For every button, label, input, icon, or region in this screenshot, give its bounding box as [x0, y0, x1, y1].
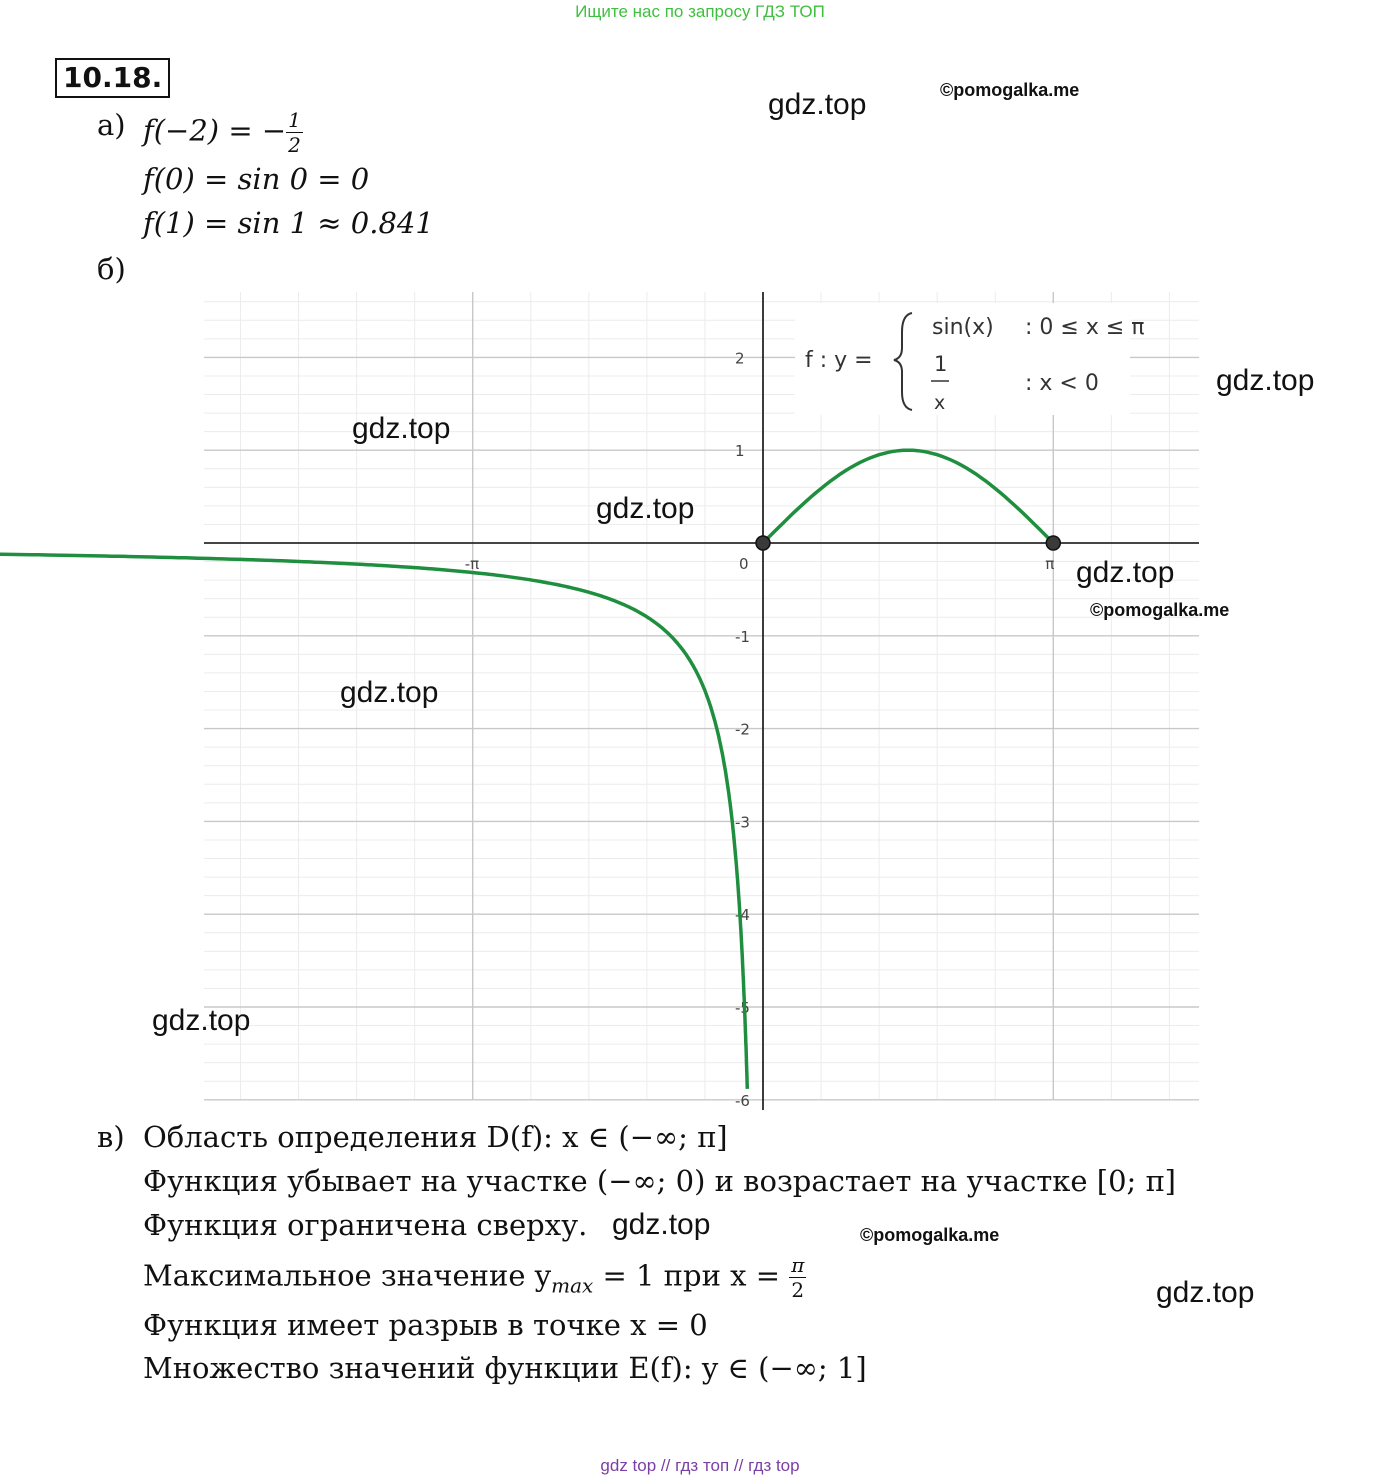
y-tick-label: -2 [735, 720, 750, 739]
piecewise-legend [795, 303, 1145, 415]
fraction-numerator: π [791, 1253, 805, 1277]
watermark: gdz.top [612, 1208, 711, 1241]
watermark: gdz.top [1216, 364, 1315, 397]
copyright-label: ©pomogalka.me [860, 1225, 1000, 1245]
part-a-label: а) [97, 108, 126, 142]
part-a-line3: f(1) = sin 1 ≈ 0.841 [143, 206, 434, 240]
watermark: gdz.top [340, 676, 439, 709]
part-c-line6: Множество значений функции E(f): y ∈ (−∞; 1] [143, 1351, 867, 1385]
part-c-line4-sub: max [551, 1273, 594, 1298]
part-c-line4-text: Максимальное значение y [143, 1258, 552, 1293]
copyright-label: ©pomogalka.me [940, 80, 1080, 100]
fraction-pi-over-2 [789, 1253, 806, 1302]
watermark: gdz.top [152, 1004, 251, 1037]
part-c-line1: Область определения D(f): x ∈ (−∞; π] [143, 1120, 728, 1154]
part-c-line5: Функция имеет разрыв в точке x = 0 [143, 1308, 708, 1342]
y-tick-label: -4 [735, 906, 750, 925]
curve-endpoint [1046, 536, 1060, 550]
footer-links[interactable]: gdz top // гдз топ // гдз top [600, 1456, 800, 1475]
legend-case1-cond: : 0 ≤ x ≤ π [1025, 315, 1145, 340]
part-a-line2: f(0) = sin 0 = 0 [143, 162, 370, 196]
legend-case2-cond: : x < 0 [1025, 371, 1099, 396]
part-c-line4-mid: = 1 при x = [593, 1258, 790, 1293]
fraction-denominator: 2 [791, 1278, 805, 1302]
x-tick-label: 0 [739, 555, 749, 573]
sin-curve [763, 450, 1053, 543]
fraction-numerator: 1 [288, 108, 301, 132]
watermark: gdz.top [1076, 556, 1175, 589]
y-tick-label: 2 [735, 349, 745, 368]
x-tick-label: π [1045, 555, 1055, 573]
x-tick-label: -π [464, 555, 480, 573]
part-c-line4 [143, 1253, 806, 1302]
watermark: gdz.top [596, 492, 695, 525]
watermark: gdz.top [768, 88, 867, 121]
legend-case2-num: 1 [934, 352, 948, 376]
y-tick-label: -5 [735, 999, 750, 1017]
legend-case2-den: x [934, 392, 946, 414]
curves [0, 450, 1053, 1089]
y-tick-label: -6 [735, 1091, 750, 1110]
y-tick-label: 1 [735, 442, 745, 461]
part-a-line1-lhs: f(−2) = − [143, 113, 287, 148]
tick-labels [465, 349, 1055, 1109]
watermark: gdz.top [352, 412, 451, 445]
legend-prefix: f : y = [805, 348, 873, 373]
fraction-denominator: 2 [288, 133, 301, 157]
part-c-label: в) [97, 1120, 125, 1154]
part-b-label: б) [97, 252, 126, 286]
curve-endpoint [756, 536, 770, 550]
task-number: 10.18. [55, 58, 170, 98]
copyright-label: ©pomogalka.me [1090, 600, 1230, 620]
y-tick-label: -3 [735, 813, 750, 832]
part-c-line2: Функция убывает на участке (−∞; 0) и возрастает на участке [0; π] [143, 1164, 1176, 1198]
search-banner[interactable]: Ищите нас по запросу ГДЗ ТОП [575, 2, 825, 21]
y-tick-label: -1 [735, 627, 750, 646]
legend-case1-expr: sin(x) [932, 315, 994, 340]
part-c-line3: Функция ограничена сверху. [143, 1208, 588, 1242]
watermark: gdz.top [1156, 1276, 1255, 1309]
